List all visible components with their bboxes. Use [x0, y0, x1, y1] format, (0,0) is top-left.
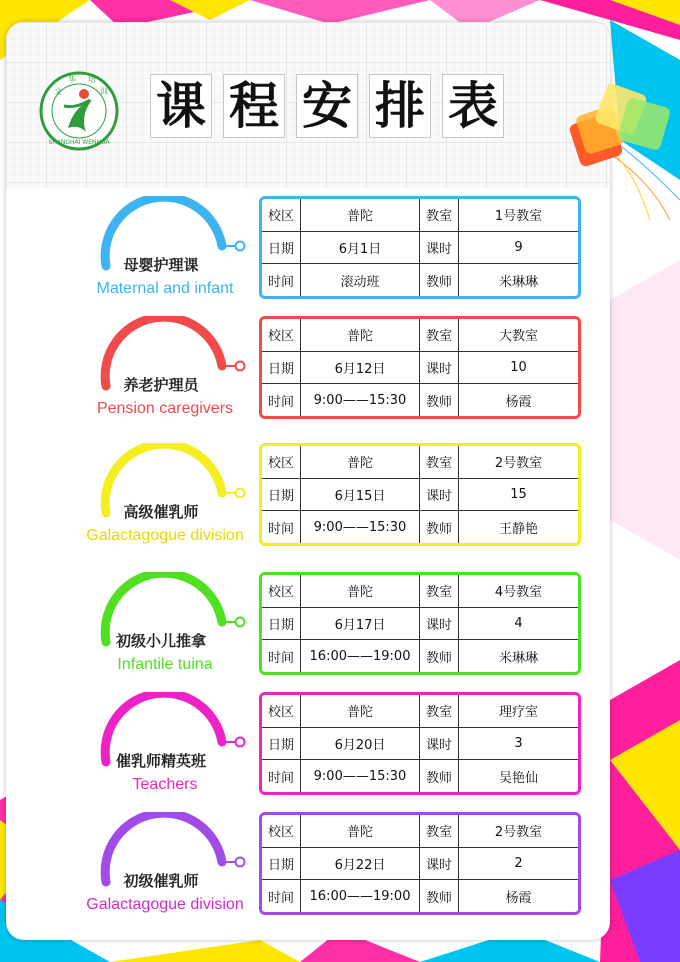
table-row [262, 575, 578, 607]
field-value: 杨霞 [459, 880, 579, 912]
table-row [262, 446, 578, 478]
field-label: 教师 [420, 384, 459, 416]
table-row [262, 199, 578, 231]
svg-text:培: 培 [88, 75, 96, 84]
course-name: 养老护理员 [123, 376, 199, 394]
field-label: 时间 [262, 640, 301, 672]
field-label: 教室 [420, 575, 459, 607]
svg-text:训: 训 [100, 87, 108, 96]
field-label: 日期 [262, 231, 301, 264]
field-value: 4号教室 [459, 575, 579, 607]
table-row [262, 351, 578, 384]
field-label: 校区 [262, 446, 301, 478]
field-label: 教室 [420, 319, 459, 351]
field-value: 2 [459, 847, 579, 880]
field-label: 教师 [420, 760, 459, 792]
field-value: 王静艳 [459, 511, 579, 543]
field-label: 校区 [262, 815, 301, 847]
table-row [262, 511, 578, 543]
title-char: 排 [369, 74, 431, 138]
schedule-table [259, 316, 581, 419]
svg-text:SHANGHAI WENHUA: SHANGHAI WENHUA [48, 139, 110, 146]
course-name: 高级催乳师 [123, 503, 199, 521]
field-value: 滚动班 [301, 264, 420, 296]
field-label: 教室 [420, 695, 459, 727]
field-label: 教室 [420, 446, 459, 478]
field-value: 普陀 [301, 319, 420, 351]
field-value: 2号教室 [459, 815, 579, 847]
field-label: 时间 [262, 384, 301, 416]
table-row [262, 478, 578, 511]
field-label: 校区 [262, 199, 301, 231]
field-value: 6月15日 [301, 478, 420, 511]
field-label: 时间 [262, 760, 301, 792]
field-label: 教室 [420, 199, 459, 231]
table-row [262, 640, 578, 672]
schedule-table [259, 692, 581, 795]
field-value: 普陀 [301, 575, 420, 607]
table-row [262, 727, 578, 760]
svg-text:华: 华 [68, 75, 76, 84]
field-value: 6月1日 [301, 231, 420, 264]
field-label: 教师 [420, 880, 459, 912]
field-label: 日期 [262, 727, 301, 760]
field-value: 普陀 [301, 199, 420, 231]
field-value: 10 [459, 351, 579, 384]
field-value: 3 [459, 727, 579, 760]
field-value: 杨霞 [459, 384, 579, 416]
field-label: 日期 [262, 847, 301, 880]
wenhua-logo [38, 70, 120, 152]
field-label: 课时 [420, 847, 459, 880]
course-name: 母婴护理课 [123, 256, 199, 274]
field-label: 校区 [262, 319, 301, 351]
course-name-en: Infantile tuina [117, 656, 213, 673]
field-label: 日期 [262, 351, 301, 384]
table-row [262, 815, 578, 847]
field-value: 16:00——19:00 [301, 640, 420, 672]
field-label: 时间 [262, 880, 301, 912]
course-name: 催乳师精英班 [115, 752, 206, 770]
table-row [262, 264, 578, 296]
field-value: 4 [459, 607, 579, 640]
course-name-en: Maternal and infant [96, 280, 234, 297]
field-label: 教师 [420, 640, 459, 672]
course-name-en: Teachers [132, 776, 198, 793]
field-value: 普陀 [301, 446, 420, 478]
course-name-en: Galactagogue division [86, 896, 244, 913]
field-label: 教室 [420, 815, 459, 847]
field-value: 1号教室 [459, 199, 579, 231]
svg-text:文: 文 [54, 87, 62, 96]
field-value: 6月12日 [301, 351, 420, 384]
field-label: 时间 [262, 511, 301, 543]
field-value: 吴艳仙 [459, 760, 579, 792]
title-char: 表 [442, 74, 504, 138]
field-value: 理疗室 [459, 695, 579, 727]
field-value: 米琳琳 [459, 264, 579, 296]
course-name: 初级催乳师 [123, 872, 199, 890]
table-row [262, 319, 578, 351]
field-value: 9:00——15:30 [301, 511, 420, 543]
course-name: 初级小儿推拿 [115, 632, 206, 650]
table-row [262, 607, 578, 640]
field-label: 课时 [420, 727, 459, 760]
field-label: 课时 [420, 478, 459, 511]
field-label: 课时 [420, 351, 459, 384]
field-label: 校区 [262, 695, 301, 727]
field-label: 课时 [420, 231, 459, 264]
title-char: 安 [296, 74, 358, 138]
table-row [262, 384, 578, 416]
course-name-en: Galactagogue division [86, 527, 244, 544]
table-row [262, 847, 578, 880]
field-label: 日期 [262, 607, 301, 640]
schedule-table [259, 443, 581, 546]
field-value: 大教室 [459, 319, 579, 351]
title-char: 程 [223, 74, 285, 138]
field-value: 6月22日 [301, 847, 420, 880]
table-row [262, 695, 578, 727]
field-value: 6月17日 [301, 607, 420, 640]
title-char: 课 [150, 74, 212, 138]
table-row [262, 880, 578, 912]
field-label: 校区 [262, 575, 301, 607]
schedule-table [259, 812, 581, 915]
schedule-table [259, 572, 581, 675]
field-value: 6月20日 [301, 727, 420, 760]
field-label: 教师 [420, 511, 459, 543]
table-row [262, 231, 578, 264]
field-label: 教师 [420, 264, 459, 296]
field-label: 时间 [262, 264, 301, 296]
field-value: 9:00——15:30 [301, 384, 420, 416]
field-value: 普陀 [301, 695, 420, 727]
field-value: 9:00——15:30 [301, 760, 420, 792]
course-name-en: Pension caregivers [96, 400, 234, 417]
field-value: 16:00——19:00 [301, 880, 420, 912]
field-value: 15 [459, 478, 579, 511]
page-title [150, 74, 504, 138]
field-value: 米琳琳 [459, 640, 579, 672]
schedule-table [259, 196, 581, 299]
field-label: 课时 [420, 607, 459, 640]
field-label: 日期 [262, 478, 301, 511]
field-value: 普陀 [301, 815, 420, 847]
field-value: 2号教室 [459, 446, 579, 478]
table-row [262, 760, 578, 792]
field-value: 9 [459, 231, 579, 264]
